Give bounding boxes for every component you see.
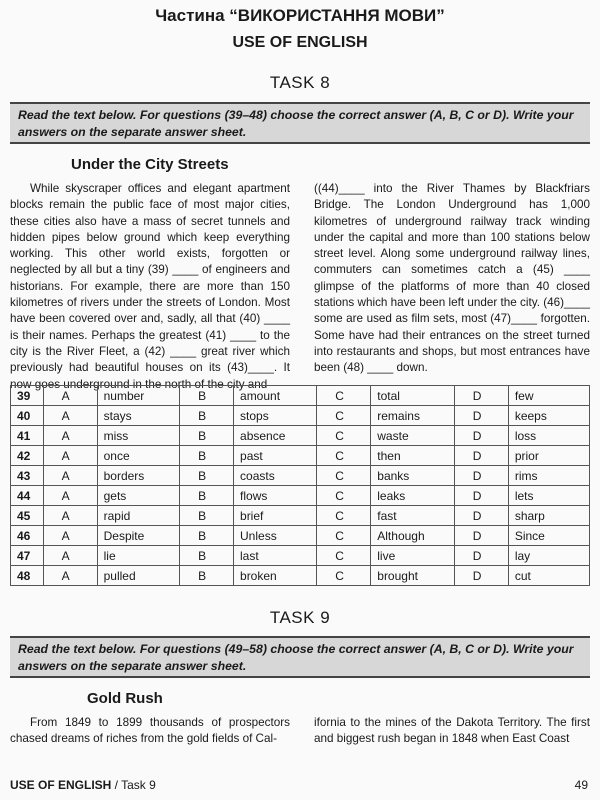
- option-letter-d: D: [454, 486, 508, 506]
- option-letter-b: B: [180, 526, 234, 546]
- question-number: 44: [11, 486, 44, 506]
- task8-answer-table: [10, 385, 590, 586]
- option-d: Since: [508, 526, 589, 546]
- option-letter-b: B: [180, 406, 234, 426]
- answer-row: [11, 506, 590, 526]
- option-letter-b: B: [180, 386, 234, 406]
- question-number: 47: [11, 546, 44, 566]
- task8-instruction: Read the text below. For questions (39–48) choose the correct answer (A, B, C or D). Write your answers on the separate answer sheet.: [10, 102, 590, 144]
- answer-row: [11, 406, 590, 426]
- task9-text-col1: [10, 715, 290, 748]
- option-a: pulled: [97, 566, 179, 586]
- answer-row: [11, 526, 590, 546]
- option-letter-d: D: [454, 446, 508, 466]
- part-title: Частина “ВИКОРИСТАННЯ МОВИ”: [155, 6, 445, 25]
- option-a: stays: [97, 406, 179, 426]
- option-b: past: [234, 446, 317, 466]
- task8-paragraph-1: While skyscraper offices and elegant apartment blocks remain the public face of most major cities, these cities also have a mass of secret tunnels and hidden pipes below ground which keep everything working. This other world exists, forgotten or neglected by all but a tiny (39) ____ of engineers and historians. For example, there are more than 150 kilometres of rivers under the streets of London. Most have been covered over and, sadly, all that (40) ____ is their names. Perhaps the greatest (41) ____ to the city is the River Fleet, a (42) ____ great river which previously had beautiful houses on its (43)____. It now goes underground in the north of the city and: [10, 182, 290, 391]
- option-c: brought: [371, 566, 455, 586]
- option-letter-b: B: [180, 546, 234, 566]
- option-c: then: [371, 446, 455, 466]
- page-number: 49: [574, 778, 588, 792]
- task9-paragraph-2: ifornia to the mines of the Dakota Territory. The first and biggest rush began in 1848 when East Coast: [314, 716, 590, 746]
- option-letter-a: A: [43, 566, 97, 586]
- option-a: miss: [97, 426, 179, 446]
- option-b: broken: [234, 566, 317, 586]
- task9-paragraph-1: From 1849 to 1899 thousands of prospectors chased dreams of riches from the gold fields of Cal-: [10, 716, 290, 746]
- option-letter-a: A: [43, 406, 97, 426]
- option-b: last: [234, 546, 317, 566]
- option-c: waste: [371, 426, 455, 446]
- option-letter-d: D: [454, 466, 508, 486]
- option-b: Unless: [234, 526, 317, 546]
- question-number: 39: [11, 386, 44, 406]
- task9-instruction: Read the text below. For questions (49–58) choose the correct answer (A, B, C or D). Write your answers on the separate answer sheet.: [10, 636, 590, 678]
- option-a: number: [97, 386, 179, 406]
- option-letter-c: C: [317, 486, 371, 506]
- option-c: Although: [371, 526, 455, 546]
- part-subtitle: USE OF ENGLISH: [232, 34, 368, 51]
- option-letter-a: A: [43, 426, 97, 446]
- option-a: gets: [97, 486, 179, 506]
- task8-text-col2: [314, 181, 590, 377]
- answer-row: [11, 386, 590, 406]
- task9-text-col2: [314, 715, 590, 748]
- question-number: 46: [11, 526, 44, 546]
- footer-task: / Task 9: [111, 778, 156, 792]
- option-letter-d: D: [454, 386, 508, 406]
- option-d: sharp: [508, 506, 589, 526]
- option-c: leaks: [371, 486, 455, 506]
- option-letter-b: B: [180, 446, 234, 466]
- option-b: flows: [234, 486, 317, 506]
- option-b: absence: [234, 426, 317, 446]
- option-letter-d: D: [454, 566, 508, 586]
- option-d: prior: [508, 446, 589, 466]
- option-d: lay: [508, 546, 589, 566]
- task8-paragraph-2: ((44)____ into the River Thames by Blackfriars Bridge. The London Underground has 1,000 kilometres of underground railway track winding under the capital and more than 100 stations below street level. Along some underground railway lines, commuters can sometimes catch a (45) ____ glimpse of the platforms of more than 40 closed stations which have been left under the city. (46)____ some are used as film sets, most (47)____ forgotten. Some have had their entrances on the street turned into restaurants and shops, but most entrances have been (48) ____ down.: [314, 182, 590, 375]
- option-letter-c: C: [317, 466, 371, 486]
- option-letter-b: B: [180, 506, 234, 526]
- task8-title: TASK 8: [269, 73, 331, 92]
- option-letter-a: A: [43, 486, 97, 506]
- option-letter-c: C: [317, 546, 371, 566]
- option-c: fast: [371, 506, 455, 526]
- option-letter-c: C: [317, 526, 371, 546]
- option-c: total: [371, 386, 455, 406]
- question-number: 45: [11, 506, 44, 526]
- option-letter-a: A: [43, 446, 97, 466]
- option-b: stops: [234, 406, 317, 426]
- option-letter-d: D: [454, 426, 508, 446]
- question-number: 40: [11, 406, 44, 426]
- option-letter-a: A: [43, 546, 97, 566]
- option-letter-c: C: [317, 506, 371, 526]
- option-a: borders: [97, 466, 179, 486]
- option-c: remains: [371, 406, 455, 426]
- option-letter-c: C: [317, 426, 371, 446]
- option-d: loss: [508, 426, 589, 446]
- option-letter-b: B: [180, 566, 234, 586]
- option-letter-d: D: [454, 526, 508, 546]
- option-letter-d: D: [454, 546, 508, 566]
- option-b: brief: [234, 506, 317, 526]
- option-c: live: [371, 546, 455, 566]
- option-letter-c: C: [317, 406, 371, 426]
- option-letter-d: D: [454, 506, 508, 526]
- option-letter-a: A: [43, 526, 97, 546]
- answer-row: [11, 546, 590, 566]
- option-d: few: [508, 386, 589, 406]
- answer-row: [11, 446, 590, 466]
- task9-heading: Gold Rush: [87, 690, 163, 707]
- option-letter-a: A: [43, 386, 97, 406]
- option-letter-c: C: [317, 446, 371, 466]
- option-d: lets: [508, 486, 589, 506]
- option-b: coasts: [234, 466, 317, 486]
- option-d: keeps: [508, 406, 589, 426]
- option-a: rapid: [97, 506, 179, 526]
- option-letter-d: D: [454, 406, 508, 426]
- answer-row: [11, 566, 590, 586]
- option-d: rims: [508, 466, 589, 486]
- answer-row: [11, 466, 590, 486]
- option-letter-b: B: [180, 426, 234, 446]
- task8-text-col1: [10, 181, 290, 393]
- question-number: 48: [11, 566, 44, 586]
- option-d: cut: [508, 566, 589, 586]
- option-letter-a: A: [43, 506, 97, 526]
- question-number: 41: [11, 426, 44, 446]
- option-a: once: [97, 446, 179, 466]
- footer-section: [10, 778, 156, 792]
- answer-row: [11, 486, 590, 506]
- task8-heading: Under the City Streets: [71, 156, 229, 173]
- option-letter-c: C: [317, 566, 371, 586]
- footer-section-name: USE OF ENGLISH: [10, 778, 112, 792]
- option-letter-a: A: [43, 466, 97, 486]
- option-b: amount: [234, 386, 317, 406]
- task9-title: TASK 9: [269, 608, 331, 627]
- option-a: lie: [97, 546, 179, 566]
- option-letter-b: B: [180, 486, 234, 506]
- option-letter-c: C: [317, 386, 371, 406]
- option-c: banks: [371, 466, 455, 486]
- answer-row: [11, 426, 590, 446]
- question-number: 43: [11, 466, 44, 486]
- option-letter-b: B: [180, 466, 234, 486]
- option-a: Despite: [97, 526, 179, 546]
- question-number: 42: [11, 446, 44, 466]
